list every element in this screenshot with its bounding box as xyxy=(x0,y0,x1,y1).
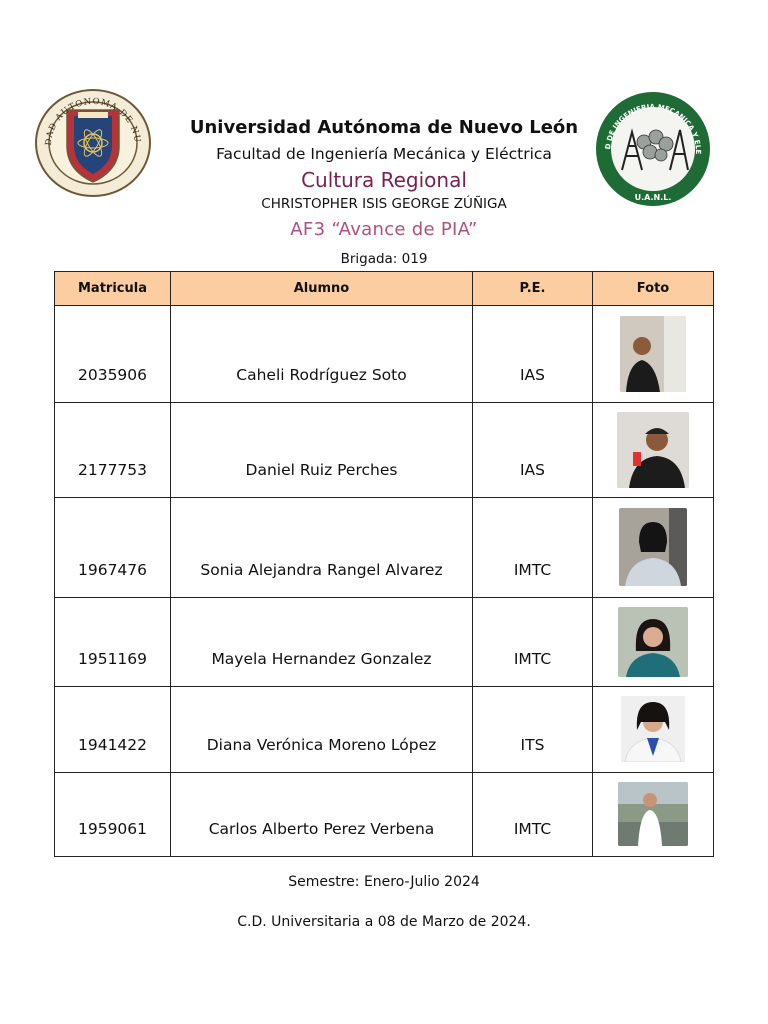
matricula-cell: 2177753 xyxy=(55,403,171,498)
alumno-cell: Diana Verónica Moreno López xyxy=(171,686,473,772)
faculty-name: Facultad de Ingeniería Mecánica y Eléctrica xyxy=(216,145,552,163)
table-header-row xyxy=(55,272,714,306)
pe-cell: ITS xyxy=(473,686,593,772)
table-row xyxy=(55,772,714,856)
student-photo xyxy=(619,508,687,586)
foto-cell xyxy=(593,498,714,597)
teacher-name: CHRISTOPHER ISIS GEORGE ZÚÑIGA xyxy=(261,196,507,212)
table-row xyxy=(55,403,714,498)
alumno-cell: Mayela Hernandez Gonzalez xyxy=(171,597,473,686)
table-row xyxy=(55,597,714,686)
university-name: Universidad Autónoma de Nuevo León xyxy=(189,117,579,138)
student-photo xyxy=(618,782,688,846)
student-photo xyxy=(617,412,689,488)
svg-text:UNIVERSIDAD AUTONOMA DE NUEVO: DAD AUTONOMA DE NU xyxy=(43,96,143,146)
foto-cell xyxy=(593,686,714,772)
alumno-cell: Caheli Rodríguez Soto xyxy=(171,306,473,403)
pe-cell: IMTC xyxy=(473,597,593,686)
course-title: Cultura Regional xyxy=(301,168,467,192)
matricula-cell: 1951169 xyxy=(55,597,171,686)
matricula-cell: 1967476 xyxy=(55,498,171,597)
students-table xyxy=(54,271,714,857)
pe-cell: IMTC xyxy=(473,772,593,856)
matricula-cell: 1959061 xyxy=(55,772,171,856)
student-photo xyxy=(620,316,686,392)
svg-text:U.A.N.L.: U.A.N.L. xyxy=(634,193,672,202)
foto-cell xyxy=(593,772,714,856)
table-row xyxy=(55,686,714,772)
matricula-cell: 2035906 xyxy=(55,306,171,403)
student-photo xyxy=(621,696,685,762)
alumno-cell: Sonia Alejandra Rangel Alvarez xyxy=(171,498,473,597)
semester-label: Semestre: Enero-Julio 2024 xyxy=(288,874,480,890)
column-header-matricula: Matricula xyxy=(55,272,171,306)
brigade-label: Brigada: 019 xyxy=(340,251,428,267)
pe-cell: IAS xyxy=(473,403,593,498)
foto-cell xyxy=(593,403,714,498)
table-row xyxy=(55,498,714,597)
alumno-cell: Daniel Ruiz Perches xyxy=(171,403,473,498)
svg-text:FACULTAD DE INGENIERIA MECANIC: D DE INGENIERIA MECANICA Y ELE xyxy=(604,102,703,155)
date-line: C.D. Universitaria a 08 de Marzo de 2024. xyxy=(237,914,531,930)
foto-cell xyxy=(593,597,714,686)
pe-cell: IAS xyxy=(473,306,593,403)
pe-cell: IMTC xyxy=(473,498,593,597)
student-photo xyxy=(618,607,688,677)
column-header-alumno: Alumno xyxy=(171,272,473,306)
alumno-cell: Carlos Alberto Perez Verbena xyxy=(171,772,473,856)
activity-title: AF3 “Avance de PIA” xyxy=(290,219,478,240)
matricula-cell: 1941422 xyxy=(55,686,171,772)
column-header-foto: Foto xyxy=(593,272,714,306)
column-header-pe: P.E. xyxy=(473,272,593,306)
foto-cell xyxy=(593,306,714,403)
table-row xyxy=(55,306,714,403)
